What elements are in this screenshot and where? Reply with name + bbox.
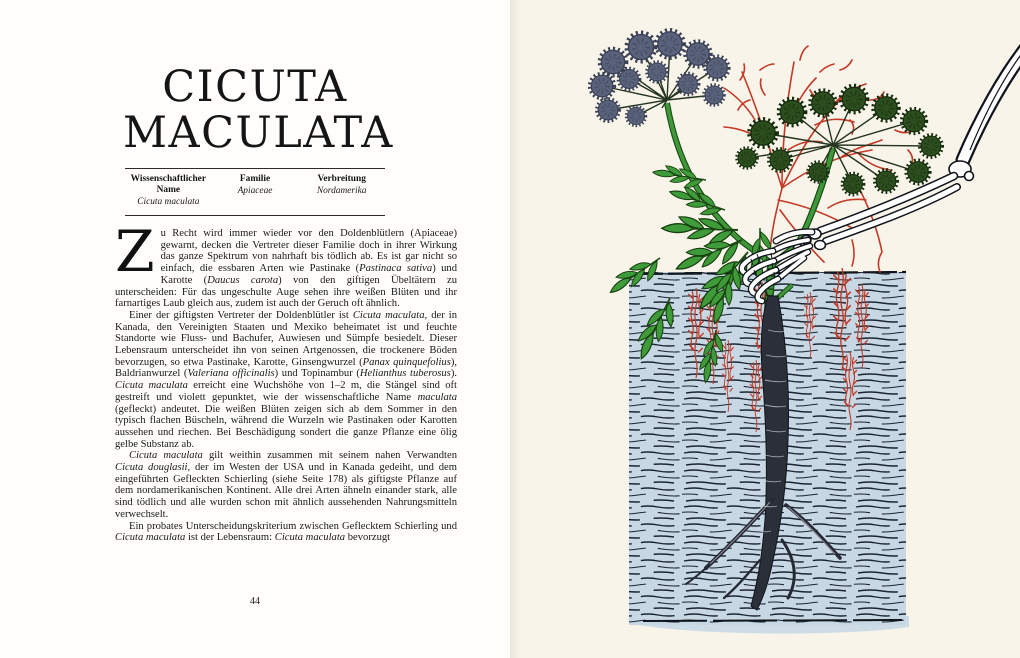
drop-cap: Z	[115, 219, 155, 285]
info-header: Wissenschaftlicher Name	[130, 174, 206, 195]
page-title	[123, 62, 394, 158]
info-table	[125, 168, 385, 216]
illustration-page	[510, 0, 1020, 658]
info-col-scientific-name	[125, 174, 212, 208]
info-header: Verbreitung	[317, 174, 366, 184]
info-col-distribution	[298, 174, 385, 208]
paragraph: Ein probates Unterscheidungskriterium zwischen Geflecktem Schierling und Cicuta maculata ist der Lebensraum: Cicuta maculata bevorzugt	[115, 520, 457, 544]
info-value: Apiaceae	[237, 186, 273, 196]
paragraph: Einer der giftigsten Vertreter der Doldenblütler ist Cicuta maculata, der in Kanada, den Vereinigten Staaten und Mexiko beheimatet ist und feuchte Standorte wie Fluss- und Bachufer, Auwiesen und Sümpfe besiedelt. Dieser Lebensraum unterscheidet ihn von seinen Artgenossen, die trockenere Böden bevorzugen, so etwa Pastinake, Karotte, Ginsengwurzel (Panax quinquefolius), Baldrianwurzel (Valeriana officinalis) und Topinambur (Helianthus tuberosus). Cicuta maculata erreicht eine Wuchshöhe von 1–2 m, die Stängel sind oft gestreift und violett gepunktet, wie der wissenschaftliche Name maculata (gefleckt) andeutet. Die weißen Blüten zeigen sich ab dem Sommer in den typisch flachen Büscheln, während die Wurzeln wie Pastinaken oder Karotten aussehen und riechen. Bei Beschädigung sondert die ganze Pflanze eine ölig gelbe Substanz ab.	[115, 309, 458, 450]
body-text	[115, 219, 458, 544]
paragraph: Cicuta maculata gilt weithin zusammen mit seinem nahen Verwandten Cicuta douglasii, der im Westen der USA und in Kanada gedeiht, und dem eingeführten Gefleckten Schierling (siehe Seite 178) als giftigste Pflanze auf dem nordamerikanischen Kontinent. Alle drei Arten ähneln einander stark, alle sind tödlich und alle wurden schon mit ähnlich aussehenden Nahrungsmitteln verwechselt.	[115, 450, 458, 520]
info-header: Familie	[239, 174, 271, 184]
info-value: Nordamerika	[316, 186, 367, 196]
paragraph: Zu Recht wird immer wieder vor den Doldenblütlern (Apiaceae) gewarnt, decken die Vertreter dieser Familie doch in ihrer Wirkung das ganze Spektrum von nahrhaft bis tödlich ab. Es ist gar nicht so einfach, die essbaren Arten wie Pastinake (Pastinaca sativa) und Karotte (Daucus carota) von den giftigen Übeltätern zu unterscheiden: Für das ungeschulte Auge sehen ihre weißen Blüten und ihr farnartiges Laub gleich aus, zudem ist auch der Geruch oft ähnlich.	[115, 219, 457, 310]
page-number: 44	[250, 596, 260, 607]
botanical-illustration	[510, 0, 1020, 658]
title-line-2: MACULATA	[123, 108, 394, 158]
info-value: Cicuta maculata	[137, 197, 200, 207]
title-line-1: CICUTA	[162, 62, 348, 112]
info-col-family	[212, 174, 299, 208]
